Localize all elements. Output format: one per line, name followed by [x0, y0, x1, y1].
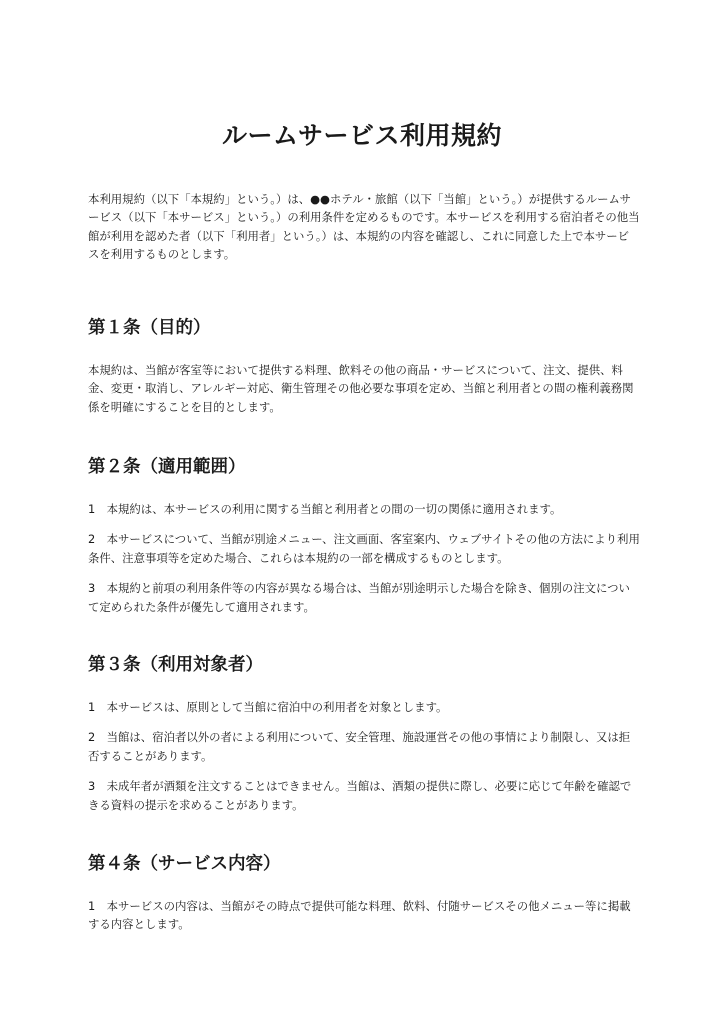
- preamble-paragraph: 本利用規約（以下「本規約」という。）は、●●ホテル・旅館（以下「当館」という。）が提供するルームサービス（以下「本サービス」という。）の利用条件を定めるものです。本サービスを利用する宿泊者その他当館が利用を認めた者（以下「利用者」という。）は、本規約の内容を確認し、これに同意した上で本サービスを利用するものとします。: [88, 192, 640, 262]
- document-title: ルームサービス利用規約: [221, 121, 502, 150]
- article-2-heading: 第２条（適用範囲）: [88, 457, 246, 477]
- article-4-heading: 第４条（サービス内容）: [88, 854, 281, 874]
- article-1: [88, 317, 640, 416]
- article-3-clause-1: 1 本サービスは、原則として当館に宿泊中の利用者を対象とします。: [88, 700, 448, 714]
- article-3: [88, 654, 640, 814]
- article-3-heading: 第３条（利用対象者）: [88, 655, 263, 675]
- article-2-clause-1: 1 本規約は、本サービスの利用に関する当館と利用者との間の一切の関係に適用されます。: [88, 502, 562, 516]
- article-4-clause-1: 1 本サービスの内容は、当館がその時点で提供可能な料理、飲料、付随サービスその他メニュー等に掲載する内容とします。: [88, 899, 631, 932]
- article-3-clause-3: 3 未成年者が酒類を注文することはできません。当館は、酒類の提供に際し、必要に応じて年齢を確認できる資料の提示を求めることがあります。: [88, 779, 632, 812]
- article-1-heading: 第１条（目的）: [88, 318, 211, 338]
- article-2-clause-3: 3 本規約と前項の利用条件等の内容が異なる場合は、当館が別途明示した場合を除き、個別の注文について定められた条件が優先して適用されます。: [88, 581, 630, 614]
- article-1-clause-1: 本規約は、当館が客室等において提供する料理、飲料その他の商品・サービスについて、注文、提供、料金、変更・取消し、アレルギー対応、衛生管理その他必要な事項を定め、当館と利用者との間の権利義務関係を明確にすることを目的とします。: [88, 363, 634, 414]
- article-2-clause-2: 2 本サービスについて、当館が別途メニュー、注文画面、客室案内、ウェブサイトその他の方法により利用条件、注意事項等を定めた場合、これらは本規約の一部を構成するものとします。: [88, 532, 640, 565]
- article-3-clause-2: 2 当館は、宿泊者以外の者による利用について、安全管理、施設運営その他の事情により制限し、又は拒否することがあります。: [88, 730, 631, 763]
- article-2: [88, 456, 640, 616]
- article-4: [88, 853, 640, 934]
